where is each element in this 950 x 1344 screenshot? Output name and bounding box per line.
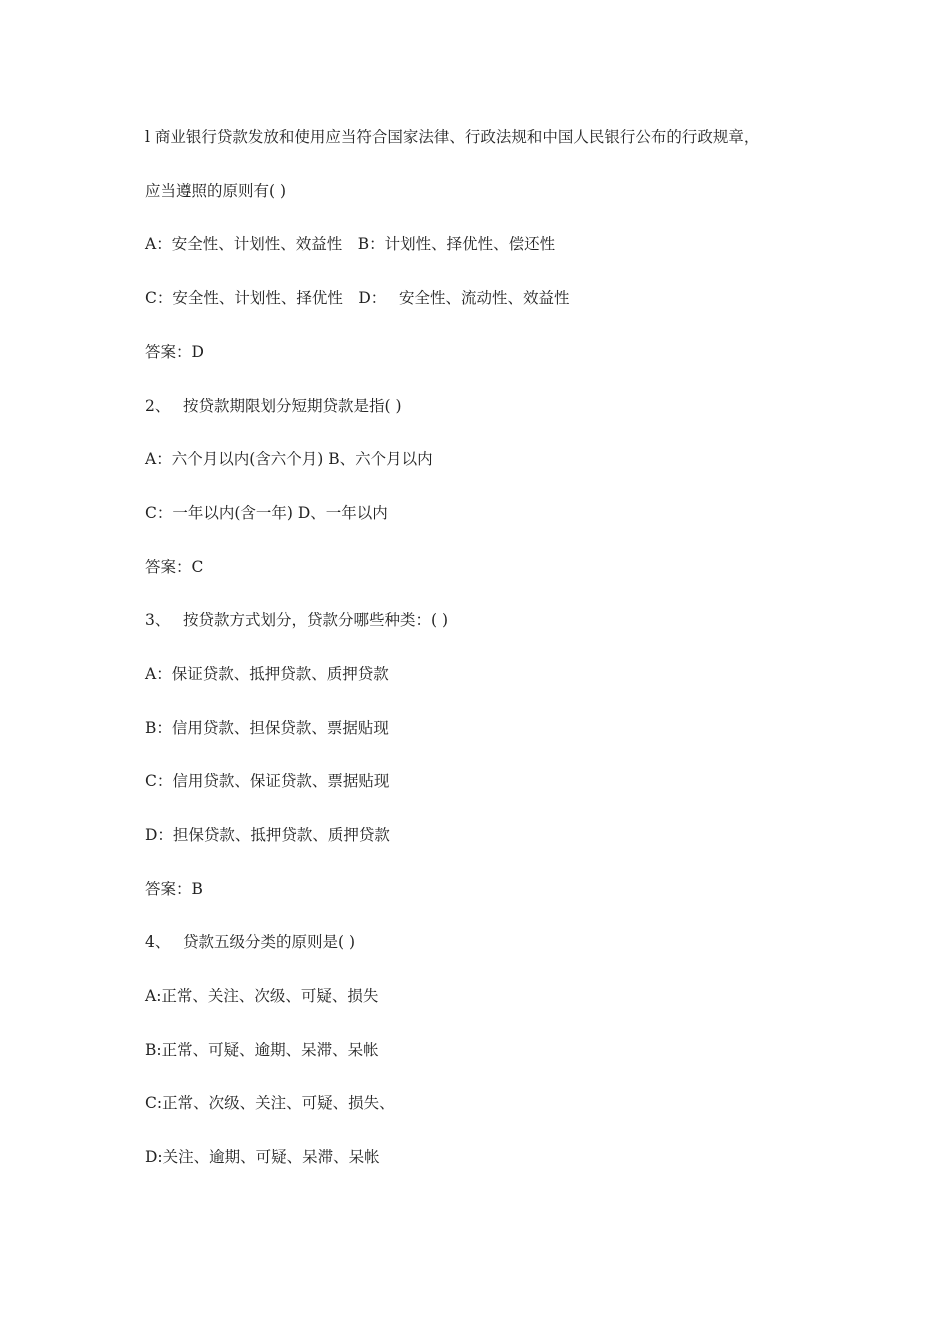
question-4-option-c: C:正常、次级、关注、可疑、损失、 xyxy=(145,1094,395,1112)
question-3-option-d: D：担保贷款、抵押贷款、质押贷款 xyxy=(145,826,390,844)
question-2-answer: 答案：C xyxy=(145,558,204,576)
question-4-option-a: A:正常、关注、次级、可疑、损失 xyxy=(145,987,379,1005)
question-3-answer: 答案：B xyxy=(145,880,203,898)
question-3-option-b: B：信用贷款、担保贷款、票据贴现 xyxy=(145,719,389,737)
question-1-answer: 答案：D xyxy=(145,343,204,361)
question-1-options-cd: C：安全性、计划性、择优性 D： 安全性、流动性、效益性 xyxy=(145,289,570,307)
question-1-stem-line-1: l 商业银行贷款发放和使用应当符合国家法律、行政法规和中国人民银行公布的行政规章， xyxy=(145,128,760,146)
question-3-option-a: A：保证贷款、抵押贷款、质押贷款 xyxy=(145,665,389,683)
question-1-options-ab: A：安全性、计划性、效益性 B：计划性、择优性、偿还性 xyxy=(145,235,556,253)
question-3-stem: 3、 按贷款方式划分，贷款分哪些种类：( ) xyxy=(145,611,449,629)
question-2-options-ab: A：六个月以内(含六个月) B、六个月以内 xyxy=(145,450,433,468)
question-4-option-b: B:正常、可疑、逾期、呆滞、呆帐 xyxy=(145,1041,379,1059)
question-2-options-cd: C：一年以内(含一年) D、一年以内 xyxy=(145,504,388,522)
question-2-stem: 2、 按贷款期限划分短期贷款是指( ) xyxy=(145,397,402,415)
question-4-option-d: D:关注、逾期、可疑、呆滞、呆帐 xyxy=(145,1148,380,1166)
question-4-stem: 4、 贷款五级分类的原则是( ) xyxy=(145,933,356,951)
question-3-option-c: C：信用贷款、保证贷款、票据贴现 xyxy=(145,772,390,790)
question-1-stem-line-2: 应当遵照的原则有( ) xyxy=(145,182,287,200)
